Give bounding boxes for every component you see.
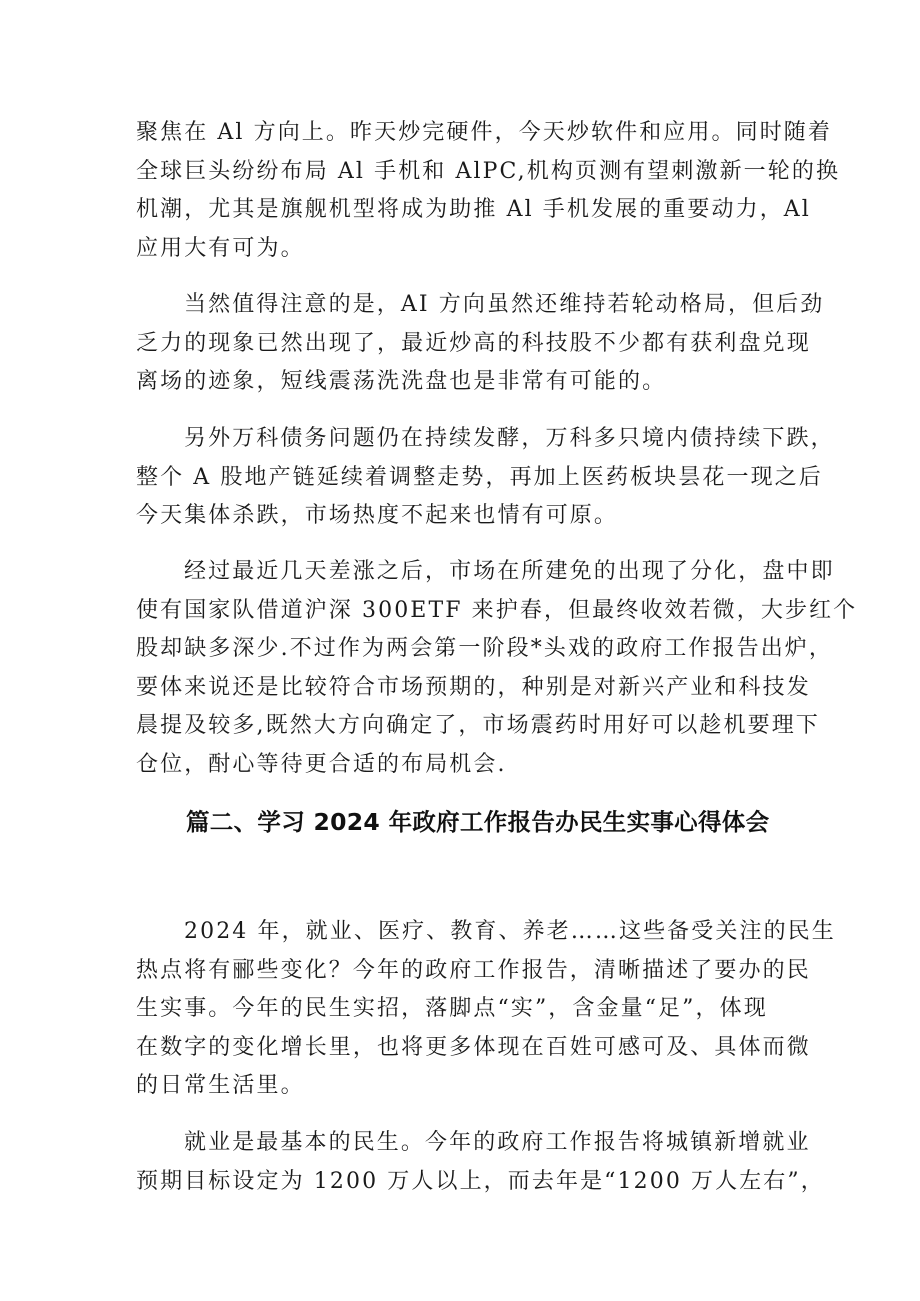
text-line: 当然值得注意的是，AI 方向虽然还维持若轮动格局，但后劲	[184, 292, 825, 317]
text-line: 另外万科债务问题仍在持续发酵，万科多只境内债持续下跌，	[184, 426, 835, 451]
paragraph-vanke	[136, 420, 835, 536]
text-line: 在数字的变化增长里，也将更多体现在百姓可感可及、具体而微	[136, 1034, 811, 1060]
section-heading: 篇二、学习 2024 年政府工作报告办民生实事心得体会	[186, 808, 770, 836]
paragraph-livelihood-2024	[136, 913, 836, 1106]
paragraph-ai-direction	[136, 114, 841, 268]
paragraph-market-divergence	[136, 553, 858, 784]
text-line: 使有国家队借道沪深 300ETF 来护春，但最终收效若微，大步红个	[136, 597, 858, 623]
text-line: 应用大有可为。	[136, 235, 305, 261]
text-line: 热点将有郦些变化？今年的政府工作报告，清晰描述了要办的民	[136, 957, 811, 983]
paragraph-momentum	[136, 286, 825, 402]
text-line: 离场的迹象，短线震荡洗洗盘也是非常有可能的。	[136, 369, 667, 394]
text-line: 2024 年，就业、医疗、教育、养老……这些备受关注的民生	[184, 919, 836, 944]
text-line: 就业是最基本的民生。今年的政府工作报告将城镇新增就业	[184, 1130, 811, 1155]
text-line: 整个 A 股地产链延续着调整走势，再加上医药板块昙花一现之后	[136, 464, 823, 490]
text-line: 的日常生活里。	[136, 1073, 305, 1098]
text-line: 聚焦在 Al 方向上。昨天炒完硬件，今天炒软件和应用。同时随着	[136, 120, 833, 145]
text-line: 今天集体杀跌，市场热度不起来也情有可原。	[136, 503, 619, 528]
text-line: 机潮，尤其是旗舰机型将成为助推 Al 手机发展的重要动力，Al	[136, 197, 811, 222]
text-line: 股却缺多深少.不过作为两会第一阶段*头戏的政府工作报告出炉，	[136, 636, 833, 661]
text-line: 要体来说还是比较符合市场预期的，种别是对新兴产业和科技发	[136, 674, 811, 700]
text-line: 经过最近几天差涨之后，市场在所建免的出现了分化，盘中即	[184, 559, 835, 584]
text-line: 生实事。今年的民生实招，落脚点“实”，含金量“足”，体现	[136, 996, 768, 1021]
text-line: 预期目标设定为 1200 万人以上，而去年是“1200 万人左右”，	[136, 1168, 825, 1194]
text-line: 乏力的现象已然出现了，最近炒高的科技股不少都有获利盘兑现	[136, 330, 811, 356]
text-line: 晨提及较多,既然大方向确定了，市场震药时用好可以趁机要理下	[136, 713, 820, 738]
paragraph-employment	[136, 1124, 825, 1201]
text-line: 全球巨头纷纷布局 Al 手机和 AlPC,机构页测有望刺激新一轮的换	[136, 158, 841, 184]
text-line: 仓位，酎心等待更合适的布局机会.	[136, 751, 507, 777]
